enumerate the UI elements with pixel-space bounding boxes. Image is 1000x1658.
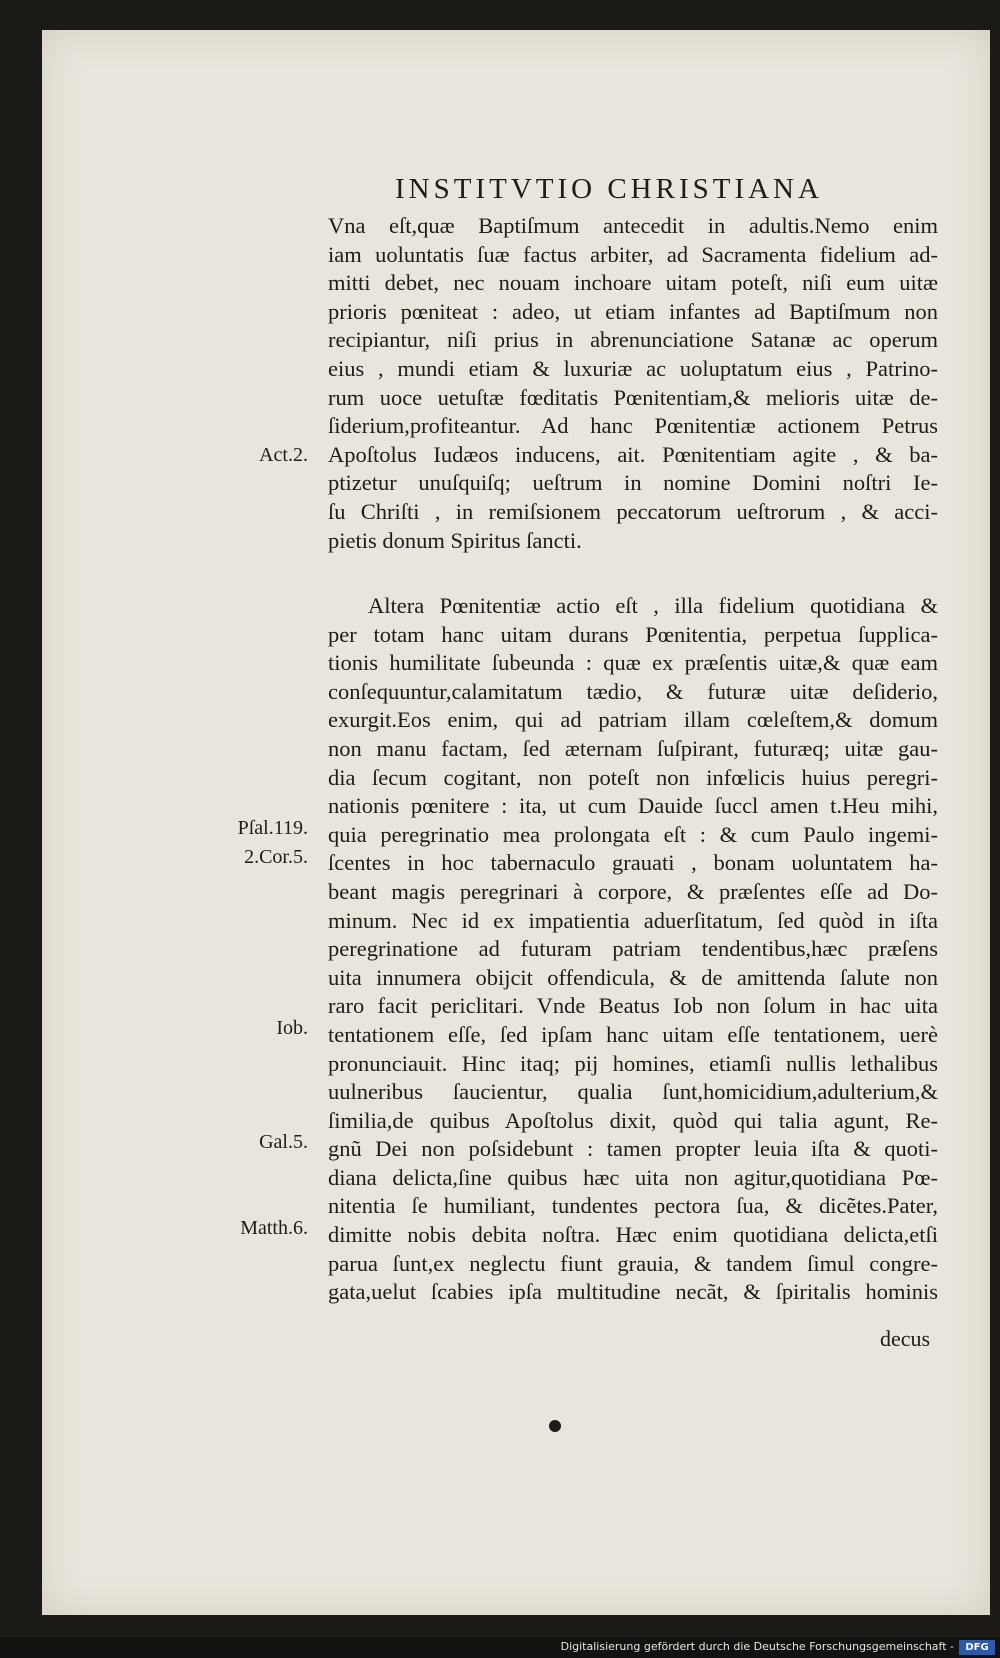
text-line: nationis pœnitere : ita, ut cum Dauide ſuccl amen t.Heu mihi, xyxy=(328,793,938,819)
text-line: tentationem eſſe, ſed ipſam hanc uitam eſſe tentationem, uerè xyxy=(328,1021,938,1047)
text-line: rum uoce uetuſtæ fœditatis Pœnitentiam,& melioris uitæ de- xyxy=(328,384,938,410)
text-line: gata,uelut ſcabies ipſa multitudine necãt, & ſpiritalis hominis xyxy=(328,1279,938,1305)
text-line: mitti debet, nec nouam inchoare uitam poteſt, niſi eum uitæ xyxy=(328,270,938,296)
text-line: Altera Pœnitentiæ actio eſt , illa fidelium quotidiana & xyxy=(368,593,938,618)
text-line: ſcentes in hoc tabernaculo grauati , bonam uoluntatem ha- xyxy=(328,850,938,876)
text-line: dia ſecum cogitant, non poteſt non infœlicis huius peregri- xyxy=(328,764,938,790)
text-line: pietis donum Spiritus ſancti. xyxy=(328,527,582,553)
text-line: pronunciauit. Hinc itaq; pij homines, etiamſi nullis lethalibus xyxy=(328,1050,938,1076)
margin-note-cor: 2.Cor.5. xyxy=(244,846,308,868)
catchword: decus xyxy=(880,1326,931,1351)
text-line: raro facit periclitari. Vnde Beatus Iob non ſolum in hac uita xyxy=(328,993,938,1019)
text-line: uita innumera obijcit offendicula, & de amittenda ſalute non xyxy=(328,964,938,990)
text-line: Vna eſt,quæ Baptiſmum antecedit in adultis.Nemo enim xyxy=(328,213,938,238)
ink-dot xyxy=(549,1420,561,1432)
text-line: conſequuntur,calamitatum tædio, & futuræ uitæ deſiderio, xyxy=(328,678,938,704)
text-line: quia peregrinatio mea prolongata eſt : & cum Paulo ingemi- xyxy=(328,821,938,847)
text-line: prioris pœniteat : adeo, ut etiam infantes ad Baptiſmum non xyxy=(328,298,938,324)
text-line: ptizetur unuſquiſq; ueſtrum in nomine Domini noſtri Ie- xyxy=(328,470,938,496)
margin-note-psal: Pſal.119. xyxy=(237,817,308,839)
text-line: per totam hanc uitam durans Pœnitentia, perpetua ſupplica- xyxy=(328,621,938,647)
margin-note-act: Act.2. xyxy=(259,444,308,466)
margin-note-gal: Gal.5. xyxy=(259,1131,308,1153)
margin-note-matth: Matth.6. xyxy=(240,1217,308,1239)
text-line: non manu factam, ſed æternam ſuſpirant, futuræq; uitæ gau- xyxy=(328,735,938,761)
running-header: INSTITVTIO CHRISTIANA xyxy=(395,173,823,205)
text-line: exurgit.Eos enim, qui ad patriam illam cœleſtem,& domum xyxy=(328,707,938,733)
footer-credit: Digitalisierung gefördert durch die Deutsche Forschungsgemeinschaft - xyxy=(560,1640,954,1653)
text-line: ſu Chriſti , in remiſsionem peccatorum ueſtrorum , & acci- xyxy=(328,498,938,524)
text-line: eius , mundi etiam & luxuriæ ac uoluptatum eius , Patrino- xyxy=(328,355,938,381)
text-line: beant magis peregrinari à corpore, & præſentes eſſe ad Do- xyxy=(328,878,938,904)
text-line: dimitte nobis debita noſtra. Hæc enim quotidiana delicta,etſi xyxy=(328,1222,938,1248)
text-line: gnũ Dei non poſsidebunt : tamen propter leuia iſta & quoti- xyxy=(328,1136,938,1162)
margin-note-iob: Iob. xyxy=(276,1017,308,1039)
text-line: parua ſunt,ex neglectu fiunt grauia, & tandem ſimul congre- xyxy=(328,1250,938,1276)
text-line: Apoſtolus Iudæos inducens, ait. Pœnitentiam agite , & ba- xyxy=(328,441,938,467)
text-line: peregrinatione ad futuram patriam tendentibus,hæc præſens xyxy=(328,936,938,962)
text-line: ſimilia,de quibus Apoſtolus dixit, quòd qui talia agunt, Re- xyxy=(328,1107,938,1133)
text-line: uulneribus ſaucientur, qualia ſunt,homicidium,adulterium,& xyxy=(328,1079,938,1105)
paragraph-2 xyxy=(328,592,938,1307)
text-line: tionis humilitate ſubeunda : quæ ex præſentis uitæ,& quæ eam xyxy=(328,650,938,676)
text-line: ſiderium,profiteantur. Ad hanc Pœnitentiæ actionem Petrus xyxy=(328,413,938,439)
paragraph-1 xyxy=(328,212,938,555)
text-line: recipiantur, niſi prius in abrenunciatione Satanæ ac operum xyxy=(328,327,938,353)
text-line: minum. Nec id ex impatientia aduerſitatum, ſed quòd in iſta xyxy=(328,907,938,933)
text-line: diana delicta,ſine quibus hæc uita non agitur,quotidiana Pœ- xyxy=(328,1164,938,1190)
text-line: iam uoluntatis ſuæ factus arbiter, ad Sacramenta fidelium ad- xyxy=(328,241,938,267)
dfg-logo: DFG xyxy=(959,1640,995,1655)
text-line: nitentia ſe humiliant, tundentes pectora ſua, & dicẽtes.Pater, xyxy=(328,1193,938,1219)
